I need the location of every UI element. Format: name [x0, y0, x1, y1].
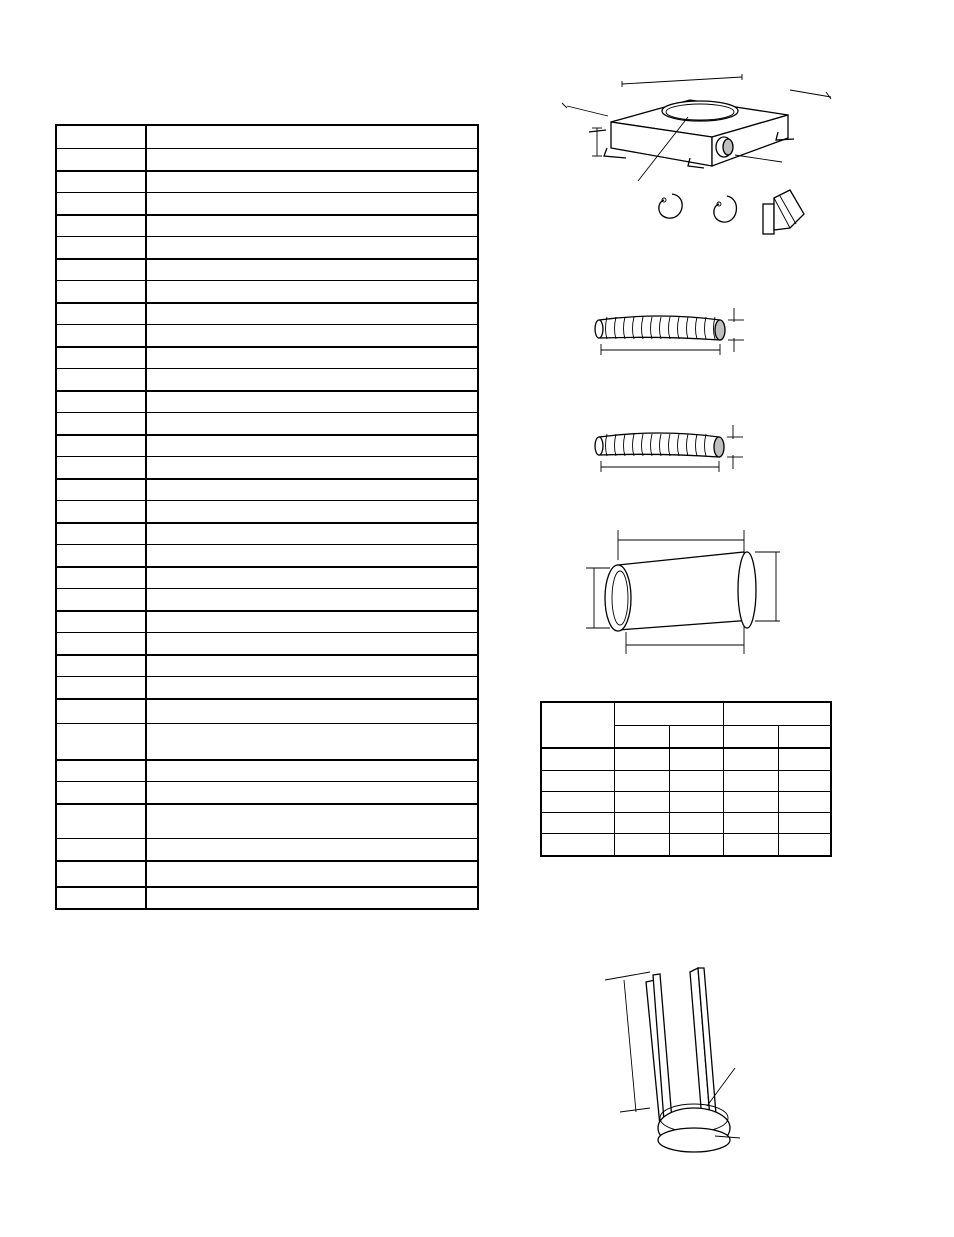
pipe-section-icon [586, 530, 780, 654]
size-table [540, 701, 832, 857]
wire-clip-icon [659, 194, 682, 218]
vent-cap-icon [763, 190, 804, 234]
plenum-box-icon [589, 100, 794, 181]
flex-duct-icon [595, 308, 744, 355]
wire-clip-icon-2 [714, 196, 737, 222]
hanger-bracket-icon [605, 968, 740, 1152]
flex-duct-icon-2 [595, 425, 743, 472]
